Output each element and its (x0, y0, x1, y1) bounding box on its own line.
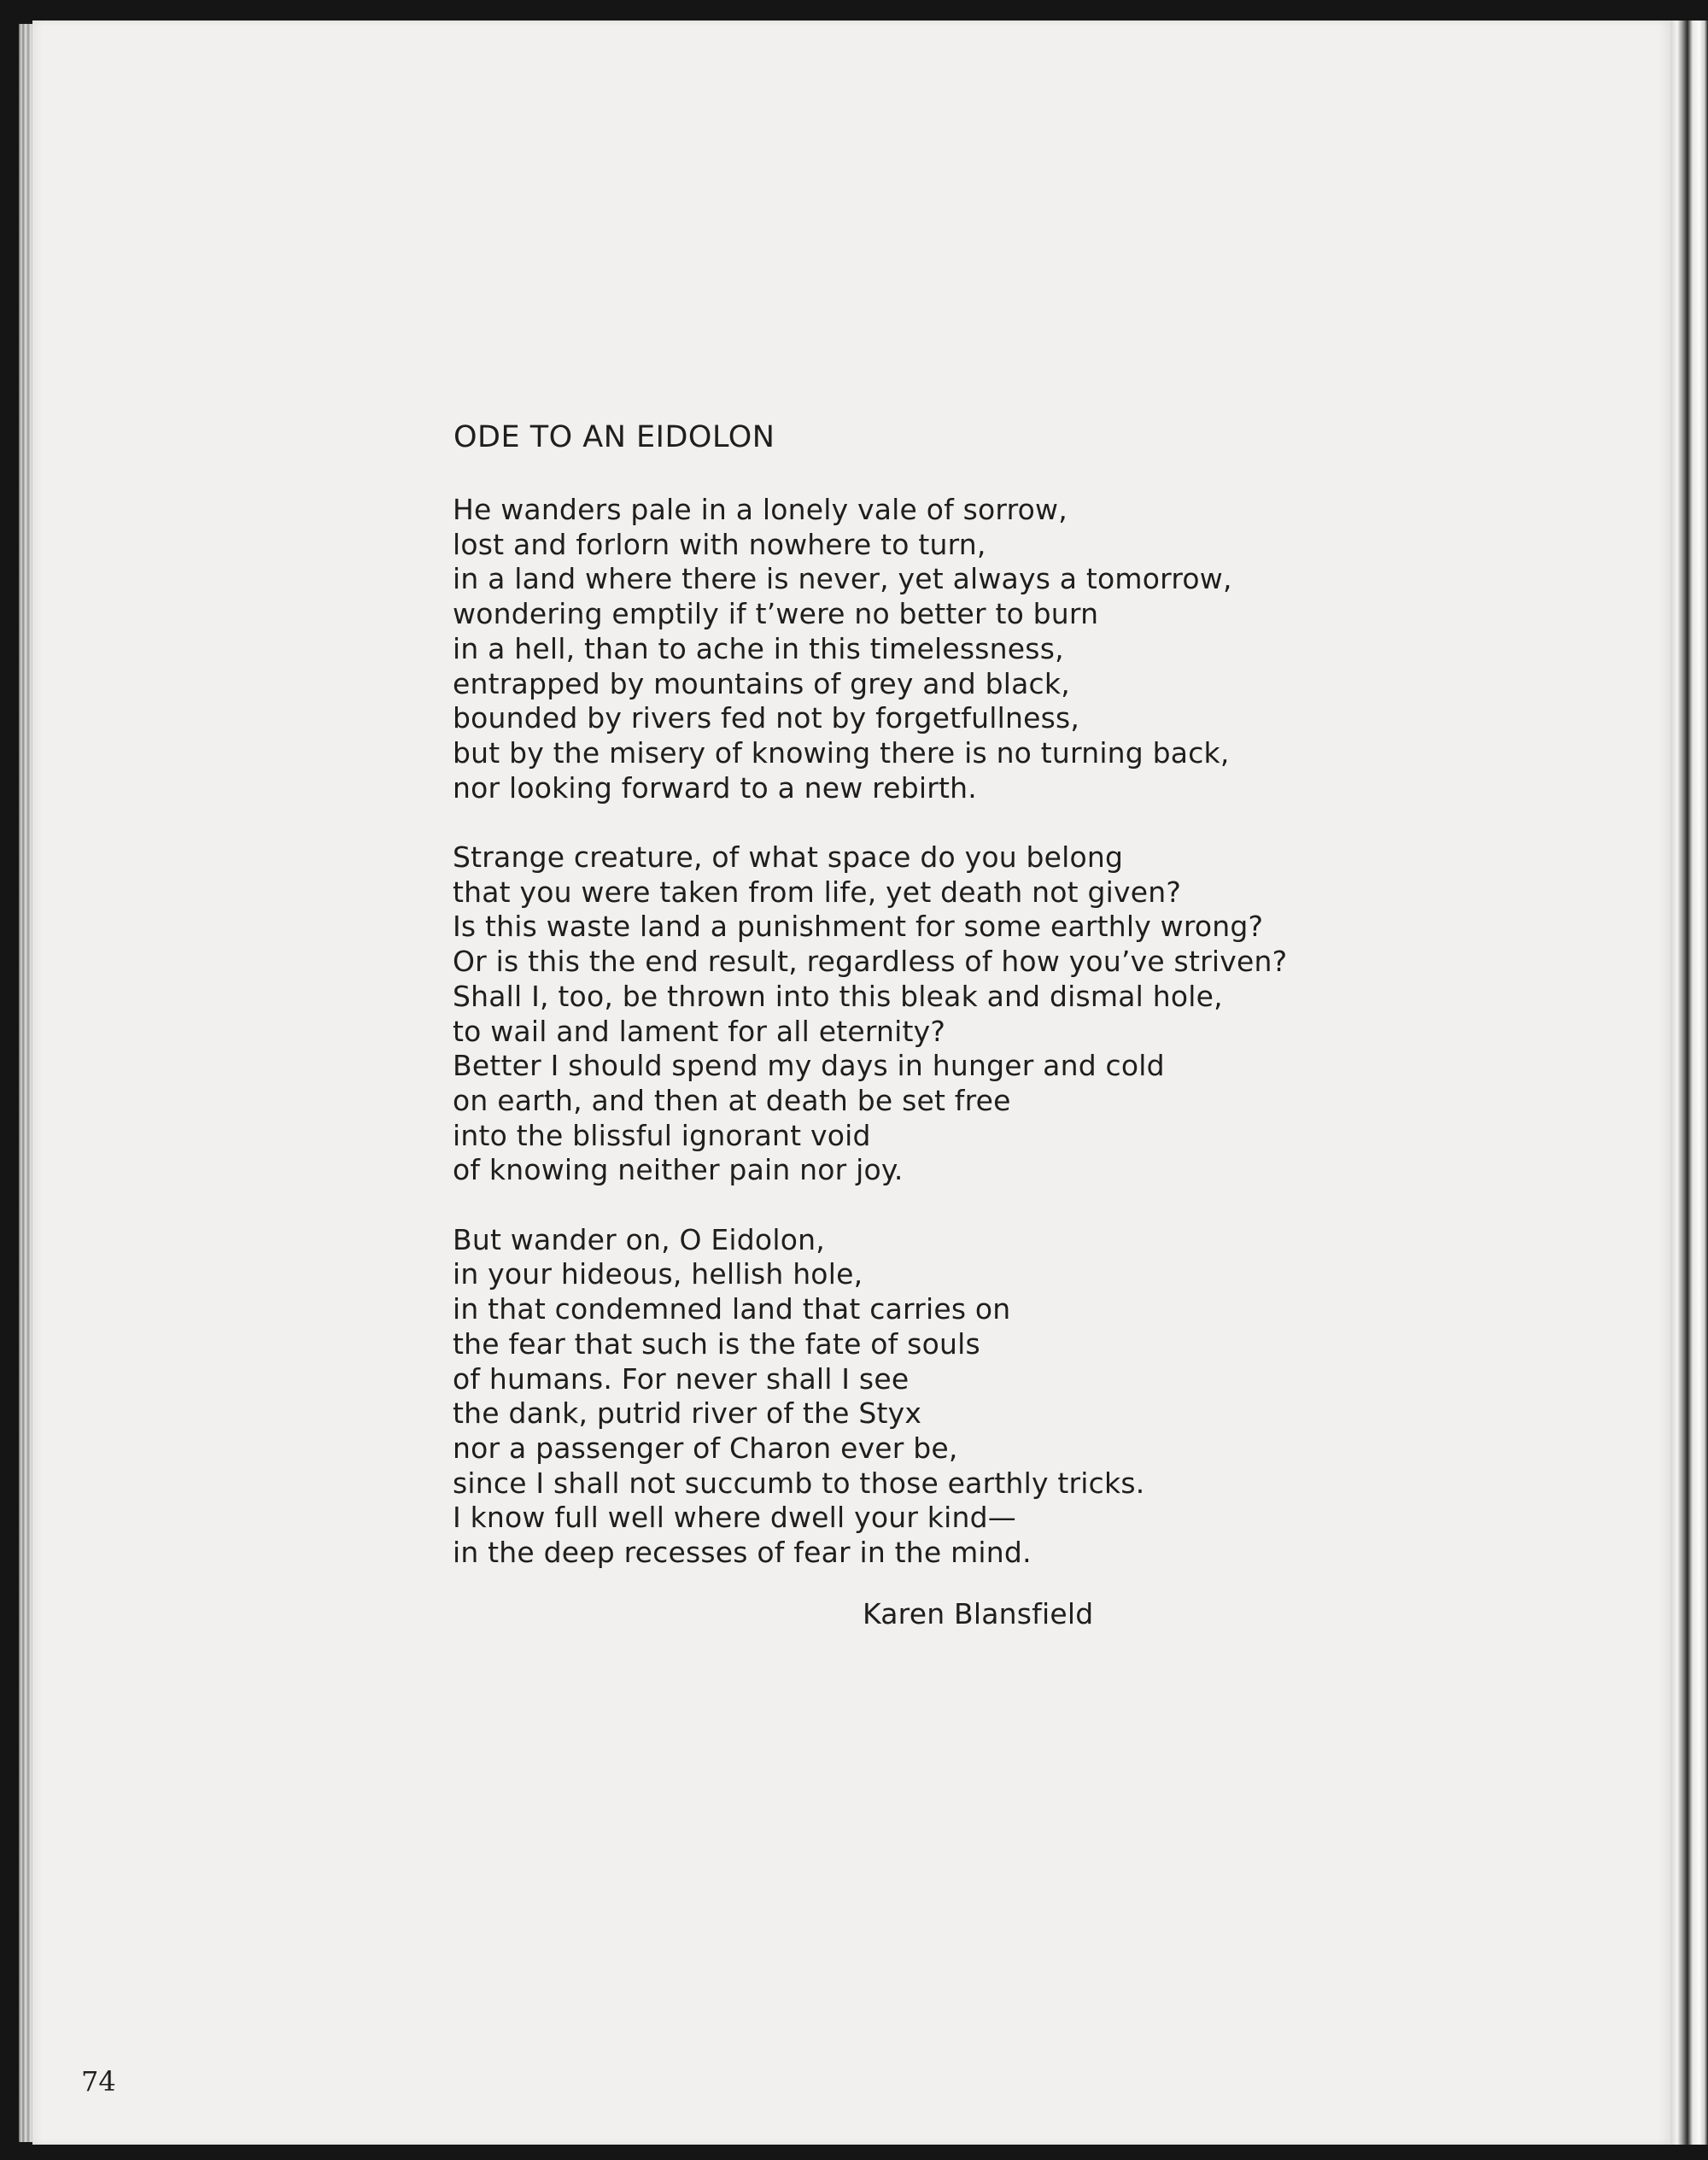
poem-line: but by the misery of knowing there is no turning back, (453, 735, 1230, 770)
poem-line: I know full well where dwell your kind— (453, 1501, 1016, 1535)
poem-line: entrapped by mountains of grey and black, (453, 666, 1070, 700)
page-number: 74 (81, 2065, 116, 2098)
poem-title: ODE TO AN EIDOLON (453, 420, 775, 454)
poem-line: that you were taken from life, yet death not given? (453, 875, 1182, 909)
poem-line: lost and forlorn with nowhere to turn, (453, 527, 986, 561)
poem-line: on earth, and then at death be set free (453, 1083, 1011, 1117)
poem (453, 419, 1435, 1605)
stanza-1 (453, 493, 1435, 805)
poem-line: He wanders pale in a lonely vale of sorrow, (453, 493, 1068, 526)
poem-line: the fear that such is the fate of souls (453, 1326, 980, 1361)
poem-line: in a hell, than to ache in this timelessness, (453, 631, 1064, 665)
poem-line: to wail and lament for all eternity? (453, 1014, 946, 1048)
poem-line: Or is this the end result, regardless of how you’ve striven? (453, 945, 1288, 979)
poem-line: nor a passenger of Charon ever be, (453, 1431, 958, 1465)
poem-line: wondering emptily if t’were no better to burn (453, 597, 1099, 631)
poem-line: Shall I, too, be thrown into this bleak and dismal hole, (453, 979, 1223, 1013)
stanza-3 (453, 1223, 1435, 1571)
poem-line: in the deep recesses of fear in the mind. (453, 1536, 1032, 1570)
poem-line: But wander on, O Eidolon, (453, 1222, 825, 1256)
poem-line: of knowing neither pain nor joy. (453, 1153, 904, 1187)
poem-line: Is this waste land a punishment for some earthly wrong? (453, 910, 1264, 944)
poem-line: since I shall not succumb to those earthly tricks. (453, 1466, 1145, 1500)
poem-line: in that condemned land that carries on (453, 1292, 1011, 1326)
stanza-2 (453, 840, 1435, 1188)
poem-line: in a land where there is never, yet always a tomorrow, (453, 562, 1232, 596)
poem-line: of humans. For never shall I see (453, 1361, 910, 1396)
poem-line: in your hideous, hellish hole, (453, 1257, 863, 1291)
poem-line: into the blissful ignorant void (453, 1118, 871, 1152)
poem-line: bounded by rivers fed not by forgetfullness, (453, 701, 1080, 735)
poem-line: nor looking forward to a new rebirth. (453, 770, 977, 805)
book-binding-edge (1670, 20, 1708, 2145)
poem-line: Strange creature, of what space do you belong (453, 840, 1124, 875)
poem-line: Better I should spend my days in hunger and cold (453, 1049, 1165, 1083)
poem-author: Karen Blansfield (863, 1597, 1094, 1630)
poem-line: the dank, putrid river of the Styx (453, 1396, 922, 1431)
